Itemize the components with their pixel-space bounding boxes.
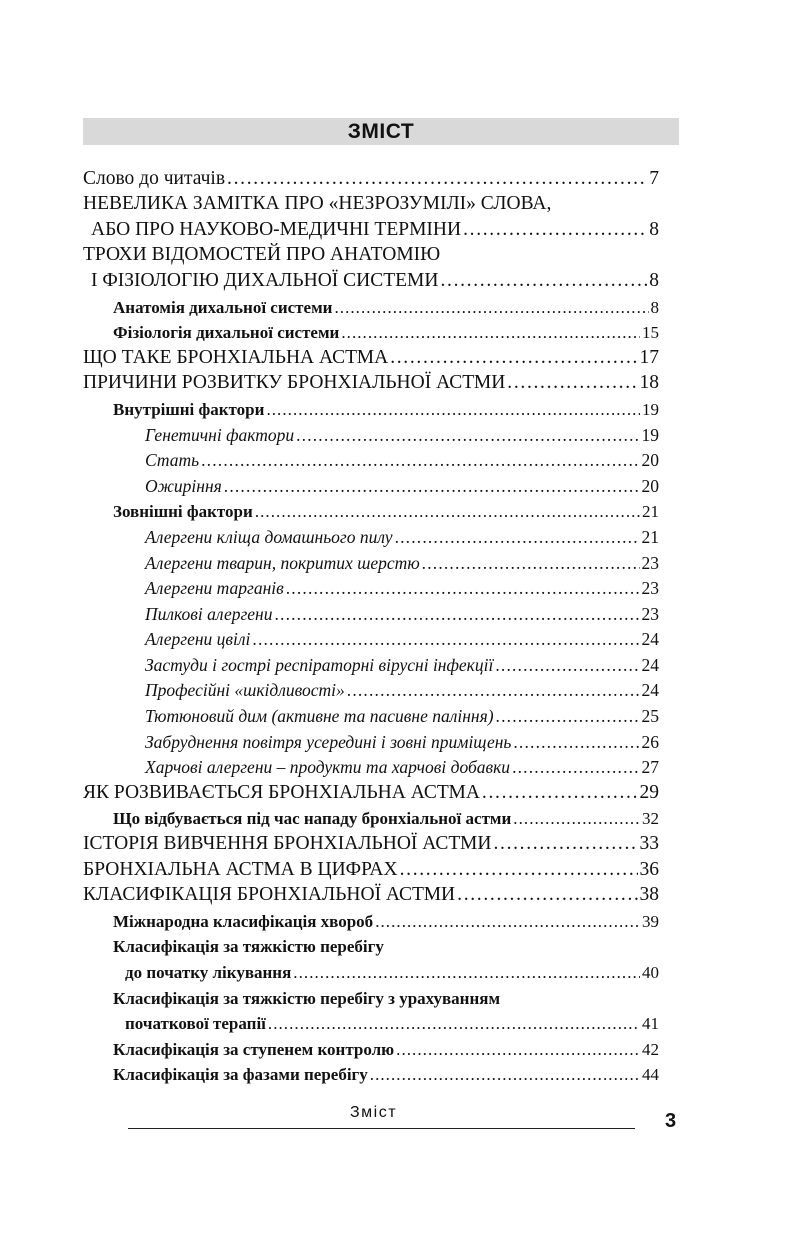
dot-leader: [227, 168, 647, 190]
toc-entry: [83, 243, 659, 269]
toc-entry-page: 15: [642, 323, 659, 343]
toc-entry-label: КЛАСИФІКАЦІЯ БРОНХІАЛЬНОЇ АСТМИ: [83, 884, 456, 906]
toc-entry-label: Внутрішні фактори: [113, 399, 265, 419]
toc-entry-page: 24: [641, 629, 659, 650]
toc-entry-label: Слово до читачів: [83, 167, 226, 189]
footer-rule: [128, 1128, 635, 1129]
toc-entry-label: Харчові алергени – продукти та харчові добавки: [145, 757, 511, 778]
toc-entry: [83, 576, 659, 602]
toc-entry: [83, 703, 659, 729]
toc-entry-page: 41: [642, 1014, 659, 1034]
toc-entry-label: ІСТОРІЯ ВИВЧЕННЯ БРОНХІАЛЬНОЇ АСТМИ: [83, 833, 492, 855]
toc-entry-label: І ФІЗІОЛОГІЮ ДИХАЛЬНОЇ СИСТЕМИ: [91, 269, 439, 291]
toc-entry-page: 27: [641, 757, 659, 778]
toc-entry: [83, 396, 659, 422]
toc-entry: [83, 166, 659, 192]
toc-entry-label: Фізіологія дихальної системи: [113, 323, 340, 343]
toc-entry-label: АБО ПРО НАУКОВО-МЕДИЧНІ ТЕРМІНИ: [91, 218, 462, 240]
toc-entry-page: 8: [650, 297, 659, 317]
toc-entry-label: Алергени кліща домашнього пилу: [145, 526, 393, 547]
dot-leader: [224, 476, 640, 497]
toc-entry: [83, 755, 659, 781]
toc-entry-label: Пилкові алергени: [145, 603, 273, 624]
toc-entry-label: Класифікація за тяжкістю перебігу з урахуванням: [113, 988, 501, 1008]
toc-entry-label: ЯК РОЗВИВАЄТЬСЯ БРОНХІАЛЬНА АСТМА: [83, 781, 480, 803]
toc-entry-label: Анатомія дихальної системи: [113, 297, 333, 317]
toc-entry-label: Тютюновий дим (активне та пасивне паління): [145, 706, 494, 727]
toc-entry-page: 39: [642, 911, 659, 931]
toc-entry-label: Алергени тварин, покритих шерстю: [145, 552, 420, 573]
toc-entry: [83, 627, 659, 653]
toc-entry-label: початкової терапії: [125, 1014, 266, 1034]
toc-entry: [83, 857, 659, 883]
toc-entry-page: 24: [641, 654, 659, 675]
toc-entry-label: Міжнародна класифікація хвороб: [113, 911, 374, 931]
running-footer: Зміст: [350, 1104, 398, 1121]
toc-entry-page: 23: [641, 578, 659, 599]
toc-entry: [83, 371, 659, 397]
toc-entry: [83, 550, 659, 576]
toc-entry-page: 19: [641, 424, 659, 445]
dot-leader: [274, 604, 639, 625]
toc-entry-page: 8: [649, 218, 659, 240]
toc-entry-page: 40: [642, 963, 659, 982]
dot-leader: [286, 578, 640, 599]
toc-entry: [83, 729, 659, 755]
dot-leader: [293, 963, 640, 983]
toc-entry-page: 18: [639, 372, 659, 394]
toc-entry-label: ЩО ТАКЕ БРОНХІАЛЬНА АСТМА: [83, 346, 389, 368]
dot-leader: [422, 553, 640, 574]
dot-leader: [495, 655, 639, 676]
toc-entry-page: 23: [641, 552, 659, 573]
toc-entry-page: 36: [639, 858, 659, 880]
toc-entry: [83, 831, 659, 857]
toc-entry-label: Забруднення повітря усередині і зовні приміщень: [145, 731, 512, 752]
toc-entry-label: Алергени цвілі: [145, 629, 251, 650]
toc-entry-label: БРОНХІАЛЬНА АСТМА В ЦИФРАХ: [83, 858, 398, 880]
dot-leader: [513, 809, 640, 829]
toc-entry-label: ТРОХИ ВІДОМОСТЕЙ ПРО АНАТОМІЮ: [83, 244, 441, 266]
toc-entry: [83, 1062, 659, 1088]
toc-entry-page: 26: [641, 731, 659, 752]
toc-entry-page: 21: [642, 502, 659, 522]
toc-entry-label: Стать: [145, 450, 200, 471]
toc-entry: [83, 345, 659, 371]
toc-entry: [83, 985, 659, 1011]
dot-leader: [201, 450, 639, 471]
dot-leader: [482, 782, 638, 804]
toc-entry-page: 20: [641, 475, 659, 496]
toc-entry: [83, 959, 659, 985]
toc-entry-page: 8: [649, 269, 659, 291]
toc-entry-page: 24: [641, 680, 659, 701]
dot-leader: [252, 629, 639, 650]
toc-entry-label: НЕВЕЛИКА ЗАМІТКА ПРО «НЕЗРОЗУМІЛІ» СЛОВА,: [83, 193, 552, 215]
toc-entry-page: 23: [641, 603, 659, 624]
dot-leader: [268, 1014, 640, 1034]
dot-leader: [370, 1065, 640, 1085]
toc-entry: [83, 524, 659, 550]
toc-entry-page: 32: [642, 809, 659, 829]
dot-leader: [400, 859, 638, 881]
toc-entry-page: 44: [642, 1065, 659, 1085]
toc-entry: [83, 192, 659, 218]
toc-entry-page: 38: [639, 884, 659, 906]
toc-entry-page: 25: [641, 706, 659, 727]
toc-entry-page: 42: [642, 1039, 659, 1059]
toc-entry-label: Генетичні фактори: [145, 424, 295, 445]
dot-leader: [513, 732, 639, 753]
dot-leader: [457, 884, 637, 906]
toc-entry-label: Професійні «шкідливості»: [145, 680, 345, 701]
toc-entry-label: Класифікація за ступенем контролю: [113, 1039, 395, 1059]
table-of-contents: [83, 166, 659, 1087]
toc-entry: [83, 908, 659, 934]
toc-entry: [83, 806, 659, 832]
toc-entry: [83, 601, 659, 627]
toc-entry: [83, 652, 659, 678]
toc-entry: [83, 422, 659, 448]
toc-entry-label: ПРИЧИНИ РОЗВИТКУ БРОНХІАЛЬНОЇ АСТМИ: [83, 372, 506, 394]
dot-leader: [375, 912, 640, 932]
toc-entry: [83, 1036, 659, 1062]
dot-leader: [390, 347, 637, 369]
dot-leader: [266, 400, 640, 420]
toc-title: ЗМІСТ: [83, 118, 679, 145]
toc-entry-label: Що відбувається під час нападу бронхіальної астми: [113, 809, 512, 829]
dot-leader: [493, 833, 637, 855]
toc-entry: [83, 499, 659, 525]
toc-entry-page: 19: [642, 399, 659, 419]
toc-entry: [83, 448, 659, 474]
toc-entry: [83, 473, 659, 499]
toc-entry-label: Ожиріння: [145, 475, 222, 496]
dot-leader: [334, 298, 648, 318]
toc-entry: [83, 294, 659, 320]
toc-entry-page: 20: [641, 450, 659, 471]
toc-entry-label: до початку лікування: [125, 963, 292, 982]
toc-entry-page: 29: [639, 781, 659, 803]
dot-leader: [512, 757, 639, 778]
toc-entry: [83, 678, 659, 704]
toc-entry-label: Класифікація за тяжкістю перебігу: [113, 937, 384, 957]
toc-entry-page: 21: [641, 526, 659, 547]
dot-leader: [347, 680, 640, 701]
toc-entry-page: 7: [649, 167, 659, 189]
toc-entry: [83, 934, 659, 960]
toc-entry-page: 33: [639, 833, 659, 855]
toc-entry: [83, 268, 659, 294]
dot-leader: [341, 323, 640, 343]
dot-leader: [507, 372, 637, 394]
toc-entry-label: Зовнішні фактори: [113, 502, 253, 522]
toc-entry-label: Алергени тарганів: [145, 578, 284, 599]
toc-entry-label: Застуди і гострі респіраторні вірусні інфекції: [145, 654, 494, 675]
toc-entry-page: 17: [639, 346, 659, 368]
dot-leader: [395, 527, 640, 548]
dot-leader: [496, 706, 640, 727]
dot-leader: [396, 1040, 640, 1060]
dot-leader: [463, 219, 647, 241]
dot-leader: [440, 270, 647, 292]
toc-entry: [83, 320, 659, 346]
dot-leader: [255, 502, 640, 522]
toc-entry-label: Класифікація за фазами перебігу: [113, 1065, 368, 1085]
dot-leader: [296, 425, 639, 446]
toc-entry: [83, 883, 659, 909]
toc-entry: [83, 780, 659, 806]
toc-entry: [83, 1011, 659, 1037]
page-number: 3: [665, 1110, 677, 1132]
toc-entry: [83, 217, 659, 243]
